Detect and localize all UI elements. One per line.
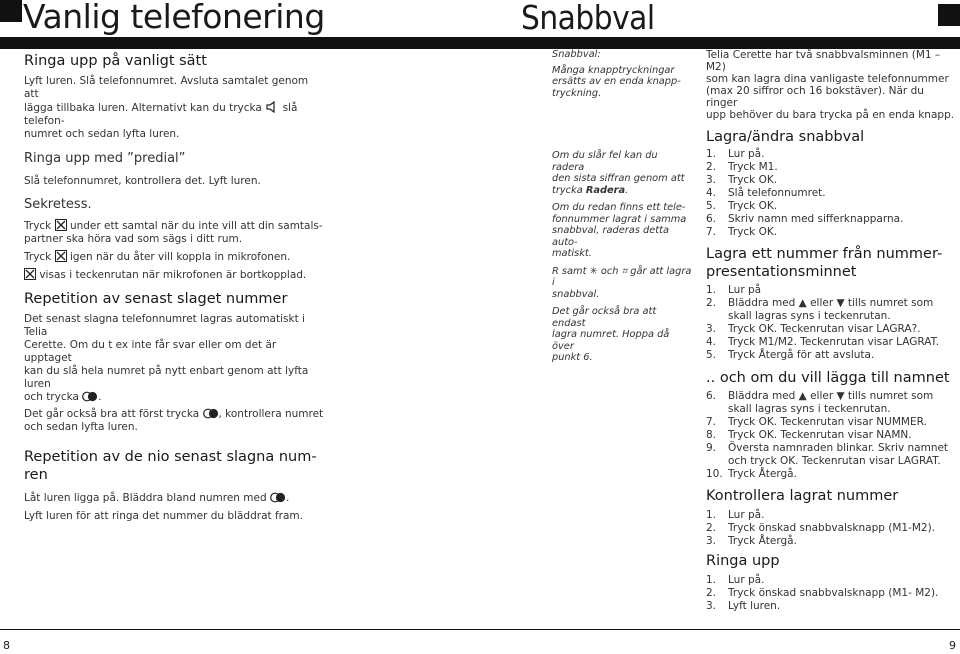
list-item	[706, 323, 956, 336]
list-item-text: Tryck OK.	[728, 226, 778, 238]
sidebar-note-3-l2: fonnummer lagrat i samma	[552, 213, 687, 225]
sidebar-heading: Snabbval:	[552, 49, 601, 60]
scroll-key-icon	[270, 492, 286, 503]
s5-line1	[24, 492, 324, 505]
list-item	[706, 587, 956, 600]
sidebar-note-5-l1: Det går också bra att endast	[552, 306, 657, 329]
list-item-text: Tryck önskad snabbvalsknapp (M1-M2).	[728, 522, 936, 534]
list-item-text: Tryck Återgå.	[728, 468, 797, 480]
list-item-number: 2.	[706, 587, 717, 599]
list-item-text: Översta namnraden blinkar. Skriv namnet och tryck OK. Teckenrutan visar LAGRAT.	[728, 442, 949, 467]
list-item-number: 8.	[706, 429, 717, 441]
section-heading-ringa-upp: Ringa upp på vanligt sätt	[24, 53, 207, 69]
sidebar-note-2-bold: Radera	[585, 184, 626, 196]
list-item-number: 4.	[706, 187, 717, 199]
list-item-number: 3.	[706, 174, 717, 186]
sidebar-note-2-l1: Om du slår fel kan du radera	[552, 150, 658, 173]
list-item-text: Skriv namn med sifferknapparna.	[728, 213, 904, 225]
sidebar-note-2-l3	[552, 185, 692, 197]
sidebar-note-3-l4: matiskt.	[552, 248, 592, 259]
heading-och-namn: .. och om du vill lägga till namnet	[706, 370, 950, 386]
header-bar	[0, 37, 960, 49]
list-item	[706, 509, 956, 522]
sidebar-note-4-l1	[552, 266, 692, 289]
s3-line2: partner ska höra vad som sägs i ditt rum.	[24, 233, 243, 245]
heading-lagra-andra: Lagra/ändra snabbval	[706, 129, 865, 145]
list-item-number: 2.	[706, 522, 717, 534]
list-item-text: Tryck OK. Teckenrutan visar LAGRA?.	[728, 323, 921, 335]
s1-line2-end: slå telefon-	[24, 102, 298, 127]
list-item	[706, 336, 956, 349]
s4-line2: Cerette. Om du t ex inte får svar eller om det är upptaget	[24, 339, 277, 364]
s5-line1-text: Låt luren ligga på. Bläddra bland numren med	[24, 492, 267, 504]
corner-square-left	[0, 0, 22, 22]
list-item	[706, 200, 956, 213]
s4-line1: Det senast slagna telefonnumret lagras automatiskt i Telia	[24, 313, 305, 338]
list-item-text: Lur på	[728, 284, 762, 296]
right-page-number: 9	[949, 639, 956, 652]
sidebar-note-5-l3: punkt 6.	[552, 352, 593, 363]
list-item	[706, 535, 956, 548]
sidebar-note-5-l2: lagra numret. Hoppa då över	[552, 329, 670, 352]
sidebar-note-2-l2: den sista siffran genom att	[552, 173, 685, 184]
s3-line4-text: visas i teckenrutan när mikrofonen är bortkopplad.	[39, 269, 307, 281]
sidebar-note-4-samt: samt	[558, 265, 590, 277]
list-item-text: Tryck M1.	[728, 161, 778, 173]
list-item	[706, 429, 956, 442]
intro-l3: (max 20 siffror och 16 bokstäver). När du ringer	[706, 85, 924, 109]
left-column	[24, 52, 324, 523]
s1-line2	[24, 101, 324, 128]
list-item-text: Tryck önskad snabbvalsknapp (M1- M2).	[728, 587, 939, 599]
sidebar-note-2-end: .	[625, 184, 629, 196]
list-item-number: 4.	[706, 336, 717, 348]
s3-line3	[24, 250, 324, 264]
s4-line5-end: , kontrollera numret	[218, 408, 324, 420]
list-kontrollera	[706, 509, 956, 548]
s3-line1	[24, 219, 324, 233]
intro-l2: som kan lagra dina vanligaste telefonnummer	[706, 73, 949, 85]
list-item-number: 6.	[706, 213, 717, 225]
list-item	[706, 416, 956, 429]
list-item	[706, 574, 956, 587]
mute-icon	[55, 250, 67, 262]
heading-ringa-upp: Ringa upp	[706, 553, 780, 569]
sidebar-note-1-l3: tryckning.	[552, 87, 602, 99]
s4-line4	[24, 391, 324, 404]
list-item-text: Tryck OK.	[728, 174, 778, 186]
sidebar-note-4-l2: snabbval.	[552, 288, 600, 300]
list-item-text: Tryck Återgå för att avsluta.	[728, 349, 875, 361]
intro-l4: upp behöver du bara trycka på en enda knapp.	[706, 109, 955, 121]
list-item-text: Slå telefonnumret.	[728, 187, 826, 199]
list-item	[706, 148, 956, 161]
sidebar-note-4-och: och	[597, 265, 622, 277]
s3-line3-start: Tryck	[24, 251, 52, 263]
list-item	[706, 297, 956, 323]
list-item	[706, 349, 956, 362]
list-item-number: 1.	[706, 509, 717, 521]
list-item-text: Bläddra med ▲ eller ▼ tills numret som skall lagras syns i teckenrutan.	[728, 390, 934, 415]
right-page-title: Snabbval	[521, 0, 655, 37]
s4-line4-text: och trycka	[24, 391, 79, 403]
list-item	[706, 161, 956, 174]
sidebar-note-2-l3-text: trycka	[552, 184, 586, 196]
list-item	[706, 468, 956, 481]
list-item-text: Bläddra med ▲ eller ▼ tills numret som skall lagras syns i teckenrutan.	[728, 297, 934, 322]
list-item-number: 10.	[706, 468, 723, 480]
list-item-text: Lur på.	[728, 574, 765, 586]
s1-line3: numret och sedan lyfta luren.	[24, 128, 180, 140]
mute-icon	[55, 219, 67, 231]
sidebar-note-1-l2: ersätts av en enda knapp-	[552, 76, 681, 87]
list-item	[706, 442, 956, 468]
s1-line2-text: lägga tillbaka luren. Alternativt kan du trycka	[24, 102, 262, 114]
hash-icon: ⌗	[621, 265, 628, 277]
section-heading-predial: Ringa upp med ”predial”	[24, 151, 186, 166]
redial-key-icon	[203, 408, 219, 419]
s4-line4-end: .	[98, 391, 102, 403]
speaker-icon	[265, 101, 279, 113]
list-item	[706, 226, 956, 239]
list-lagra-ny	[706, 284, 956, 362]
list-item-number: 3.	[706, 535, 717, 547]
mute-icon	[24, 268, 36, 280]
corner-square-right	[938, 4, 960, 26]
list-item-text: Tryck OK.	[728, 200, 778, 212]
asterisk-icon: ✳	[589, 265, 598, 277]
s4-line3: kan du slå hela numret på nytt enbart genom att lyfta luren	[24, 365, 309, 390]
list-item-number: 5.	[706, 349, 717, 361]
list-item-number: 7.	[706, 226, 717, 238]
footer-rule	[0, 629, 960, 630]
s5-line1-end: .	[285, 492, 290, 504]
s4-line5-start: Det går också bra att först trycka	[24, 408, 200, 420]
list-item-text: Lur på.	[728, 148, 765, 160]
list-item-number: 9.	[706, 442, 717, 454]
s3-line3-end: igen när du åter vill koppla in mikrofonen.	[69, 251, 291, 263]
section-heading-nio-senast-b: ren	[24, 467, 48, 483]
list-item-number: 7.	[706, 416, 717, 428]
right-column	[706, 49, 956, 613]
list-item-number: 3.	[706, 323, 717, 335]
list-item-number: 1.	[706, 574, 717, 586]
sidebar-note-4-end: går att lagra i	[552, 265, 692, 288]
s3-line1-end: under ett samtal när du inte vill att din samtals-	[69, 220, 323, 232]
s1-line1: Lyft luren. Slå telefonnumret. Avsluta samtalet genom att	[24, 75, 309, 100]
left-page-title: Vanlig telefonering	[23, 0, 325, 36]
sidebar-note-4-r: R	[552, 265, 559, 277]
list-item-number: 1.	[706, 148, 717, 160]
list-item-text: Tryck M1/M2. Teckenrutan visar LAGRAT.	[728, 336, 940, 348]
list-ringa	[706, 574, 956, 613]
intro-l1: Telia Cerette har två snabbvalsminnen (M1 – M2)	[706, 49, 941, 73]
list-lagra	[706, 148, 956, 239]
list-item-text: Lyft luren.	[728, 600, 781, 612]
left-page-number: 8	[3, 639, 10, 652]
s2-text: Slå telefonnumret, kontrollera det. Lyft luren.	[24, 175, 261, 187]
s4-line5	[24, 408, 324, 421]
heading-lagra-nummer-b: presentationsminnet	[706, 264, 857, 280]
list-item-number: 2.	[706, 161, 717, 173]
list-item-text: Tryck Återgå.	[728, 535, 797, 547]
s3-line4	[24, 268, 324, 282]
list-item	[706, 284, 956, 297]
list-item	[706, 522, 956, 535]
list-och	[706, 390, 956, 481]
section-heading-nio-senast-a: Repetition av de nio senast slagna num-	[24, 449, 317, 465]
sidebar-note-1-l1: Många knapptryckningar	[552, 64, 675, 76]
s5-line2: Lyft luren för att ringa det nummer du bläddrat fram.	[24, 510, 303, 522]
list-item-number: 3.	[706, 600, 717, 612]
heading-kontrollera: Kontrollera lagrat nummer	[706, 488, 899, 504]
list-item-text: Tryck OK. Teckenrutan visar NUMMER.	[728, 416, 927, 428]
section-heading-repetition: Repetition av senast slaget nummer	[24, 291, 288, 307]
s4-line6: och sedan lyfta luren.	[24, 421, 138, 433]
list-item-text: Tryck OK. Teckenrutan visar NAMN.	[728, 429, 912, 441]
sidebar-note-3-l3: snabbval, raderas detta auto-	[552, 225, 669, 248]
redial-key-icon	[82, 391, 98, 402]
sidebar-notes	[552, 49, 692, 364]
sidebar-note-3-l1: Om du redan finns ett tele-	[552, 202, 686, 213]
list-item-number: 1.	[706, 284, 717, 296]
section-heading-sekretess: Sekretess.	[24, 197, 92, 212]
list-item-number: 6.	[706, 390, 717, 402]
list-item	[706, 174, 956, 187]
list-item	[706, 390, 956, 416]
s3-line1-start: Tryck	[24, 220, 52, 232]
heading-lagra-nummer-a: Lagra ett nummer från nummer-	[706, 246, 943, 262]
list-item	[706, 187, 956, 200]
list-item-text: Lur på.	[728, 509, 765, 521]
list-item-number: 5.	[706, 200, 717, 212]
list-item	[706, 213, 956, 226]
list-item	[706, 600, 956, 613]
list-item-number: 2.	[706, 297, 717, 309]
